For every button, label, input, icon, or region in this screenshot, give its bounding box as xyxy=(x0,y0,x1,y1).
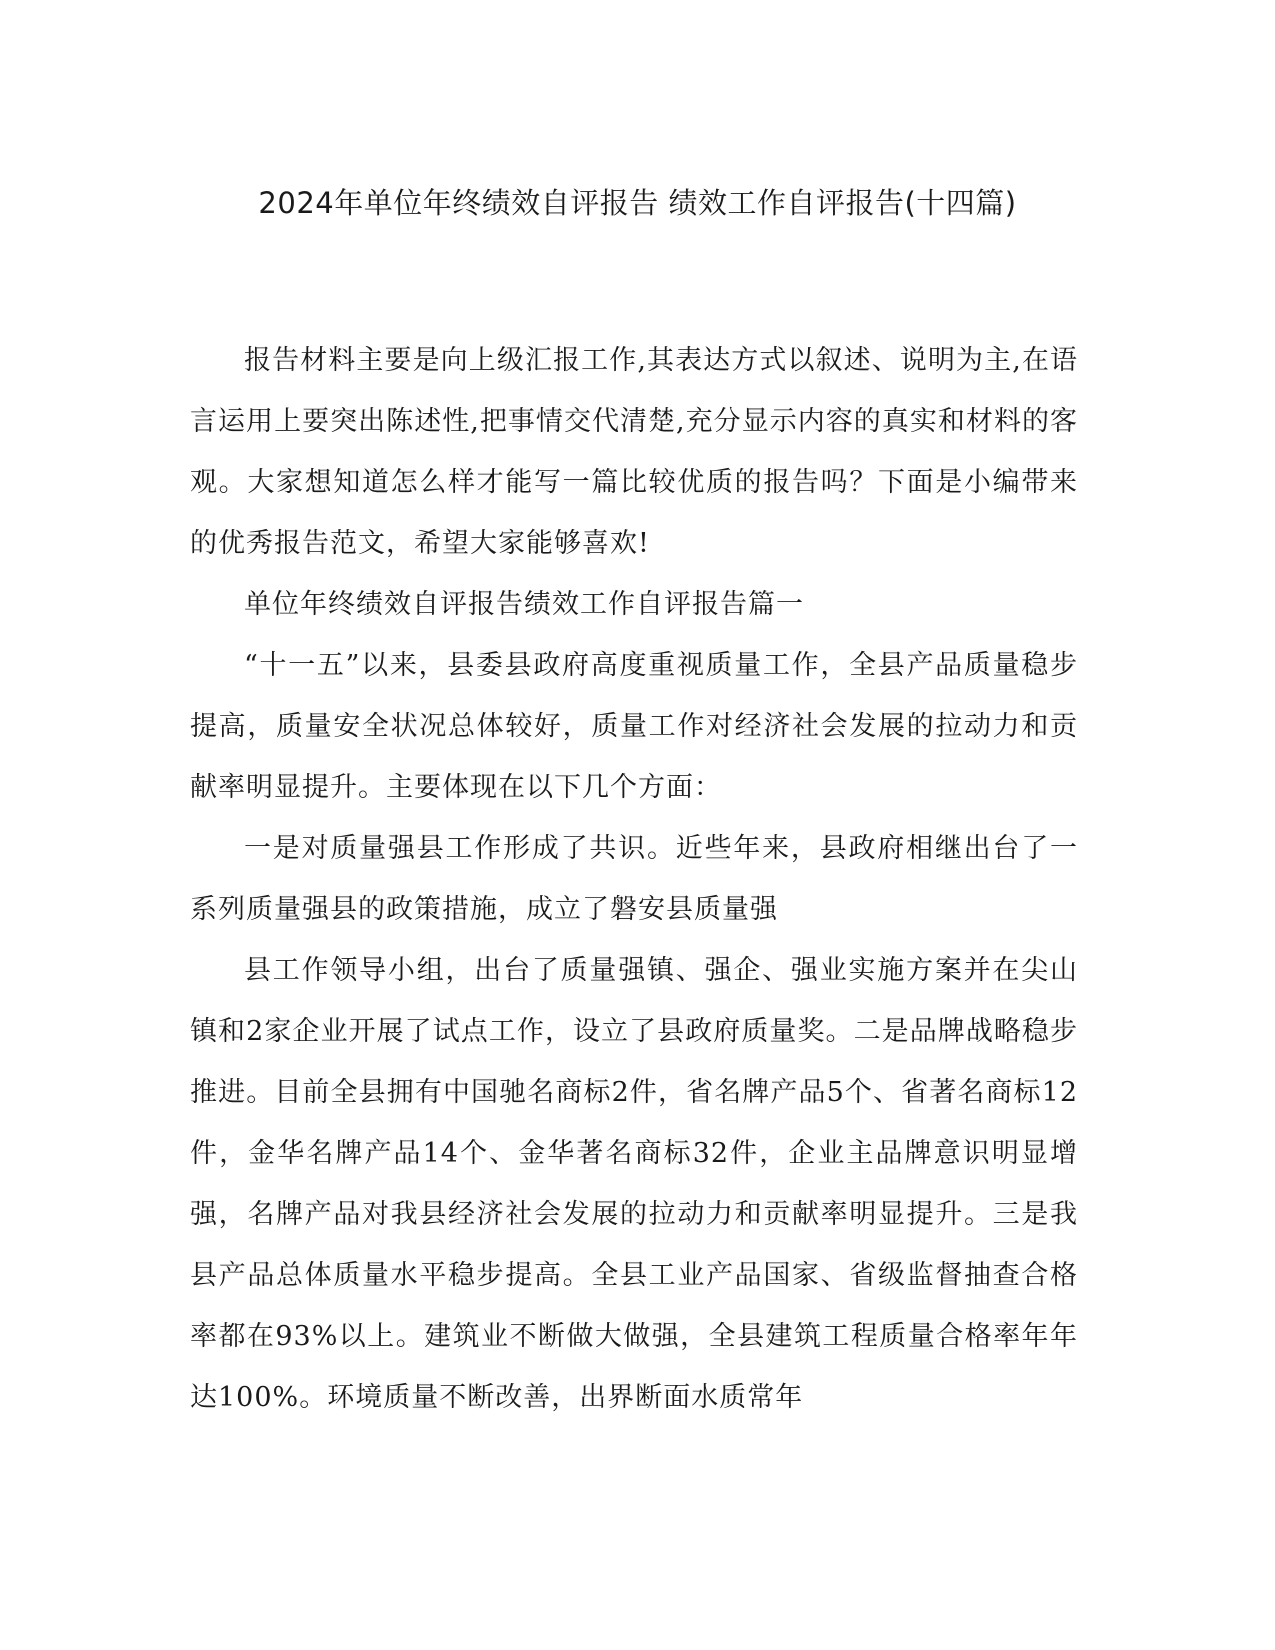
body-paragraph: 县工作领导小组，出台了质量强镇、强企、强业实施方案并在尖山镇和2家企业开展了试点工作，设立了县政府质量奖。二是品牌战略稳步推进。目前全县拥有中国驰名商标2件，省名牌产品5个、省著名商标12件，金华名牌产品14个、金华著名商标32件，企业主品牌意识明显增强，名牌产品对我县经济社会发展的拉动力和贡献率明显提升。三是我县产品总体质量水平稳步提高。全县工业产品国家、省级监督抽查合格率都在93%以上。建筑业不断做大做强，全县建筑工程质量合格率年年达100%。环境质量不断改善，出界断面水质常年 xyxy=(190,955,1078,1413)
document-body xyxy=(190,330,1078,1428)
intro-paragraph: 报告材料主要是向上级汇报工作,其表达方式以叙述、说明为主,在语言运用上要突出陈述性,把事情交代清楚,充分显示内容的真实和材料的客观。大家想知道怎么样才能写一篇比较优质的报告吗？下面是小编带来的优秀报告范文，希望大家能够喜欢! xyxy=(190,345,1078,559)
document-title: 2024年单位年终绩效自评报告 绩效工作自评报告(十四篇) xyxy=(258,186,1017,220)
body-paragraph: “十一五”以来，县委县政府高度重视质量工作，全县产品质量稳步提高，质量安全状况总体较好，质量工作对经济社会发展的拉动力和贡献率明显提升。主要体现在以下几个方面： xyxy=(190,650,1078,803)
body-paragraph: 一是对质量强县工作形成了共识。近些年来，县政府相继出台了一系列质量强县的政策措施，成立了磐安县质量强 xyxy=(190,833,1078,925)
section-heading: 单位年终绩效自评报告绩效工作自评报告篇一 xyxy=(244,589,804,620)
